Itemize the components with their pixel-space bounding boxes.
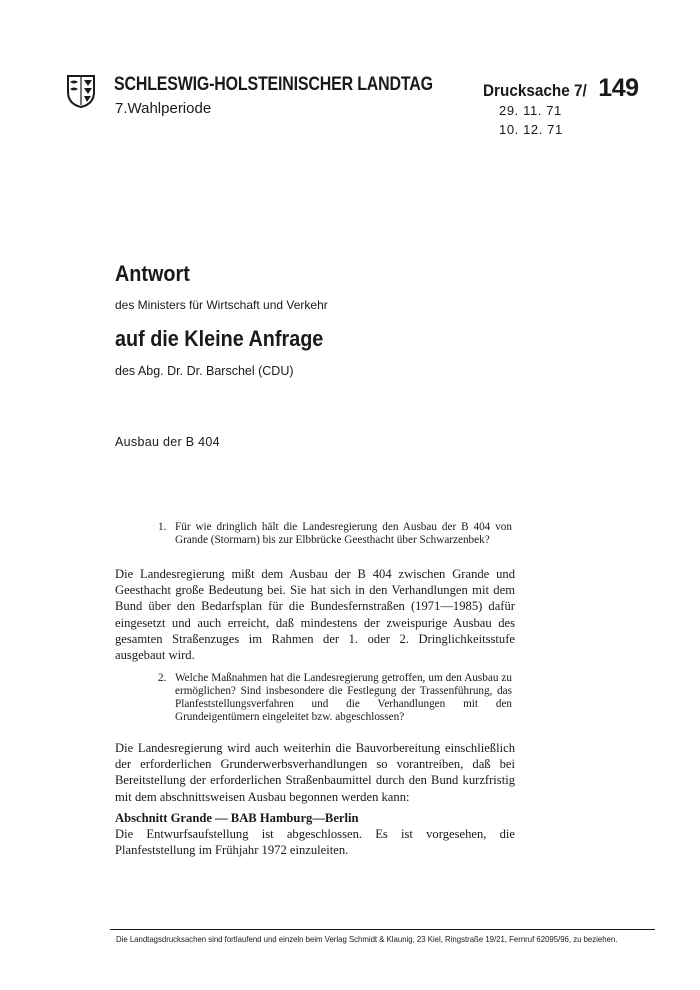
- coat-of-arms-icon: [66, 74, 96, 108]
- document-title: Antwort: [115, 261, 190, 286]
- inquiry-title: auf die Kleine Anfrage: [115, 326, 324, 351]
- question-number: 1.: [158, 521, 167, 533]
- document-number-label: Drucksache 7/: [483, 81, 587, 100]
- question-text: Für wie dringlich hält die Landesregierung den Ausbau der B 404 von Grande (Stormarn) bis zur Elbbrücke Geesthacht über Schwarzenbek?: [175, 521, 512, 546]
- legislative-period: 7.Wahlperiode: [115, 100, 212, 117]
- parliament-name: SCHLESWIG-HOLSTEINISCHER LANDTAG: [114, 74, 433, 95]
- question-2: [160, 672, 512, 724]
- date-second: 10. 12. 71: [499, 122, 563, 137]
- answer-1: Die Landesregierung mißt dem Ausbau der B 404 zwischen Grande und Geesthacht große Bedeutung bei. Sie hat sich in den Verhandlungen mit dem Bund über den Bedarfsplan für die Bundesfernstraßen (1971—1985) dafür eingesetzt und auch erreicht, daß mindestens der zweispurige Ausbau des gesamten Straßenzuges im Rahmen der 1. oder 2. Dringlichkeitsstufe ausgebaut wird.: [115, 567, 515, 663]
- footer-note: Die Landtagsdrucksachen sind fortlaufend und einzeln beim Verlag Schmidt & Klaunig, 23 Kiel, Ringstraße 19/21, Fernruf 62095/96, zu beziehen.: [116, 934, 618, 944]
- answer-2: Die Landesregierung wird auch weiterhin die Bauvorbereitung einschließlich der erforderlichen Grunderwerbsverhandlungen so vorantreiben, daß bei Bereitstellung der erforderlichen Straßenbaumittel durch den Bund kurzfristig mit dem abschnittsweisen Ausbau begonnen werden kann:: [115, 741, 515, 804]
- minister-line: des Ministers für Wirtschaft und Verkehr: [115, 298, 328, 312]
- subject-line: Ausbau der B 404: [115, 435, 220, 449]
- footer-rule: [110, 929, 655, 930]
- document-number-value: 149: [598, 74, 639, 102]
- question-number: 2.: [158, 672, 167, 684]
- member-line: des Abg. Dr. Dr. Barschel (CDU): [115, 364, 294, 378]
- section-text: Die Entwurfsaufstellung ist abgeschlossen. Es ist vorgesehen, die Planfeststellung im Frühjahr 1972 einzuleiten.: [115, 827, 515, 858]
- section-heading: Abschnitt Grande — BAB Hamburg—Berlin: [115, 811, 359, 825]
- question-text: Welche Maßnahmen hat die Landesregierung getroffen, um den Ausbau zu ermöglichen? Sind insbesondere die Festlegung der Trassenführung, das Planfeststellungsverfahren und die Verhandlungen mit den Grundeigentümern eingeleitet bzw. abgeschlossen?: [175, 672, 512, 723]
- date-first: 29. 11. 71: [499, 103, 562, 118]
- document-number: [483, 74, 639, 103]
- question-1: [160, 521, 512, 547]
